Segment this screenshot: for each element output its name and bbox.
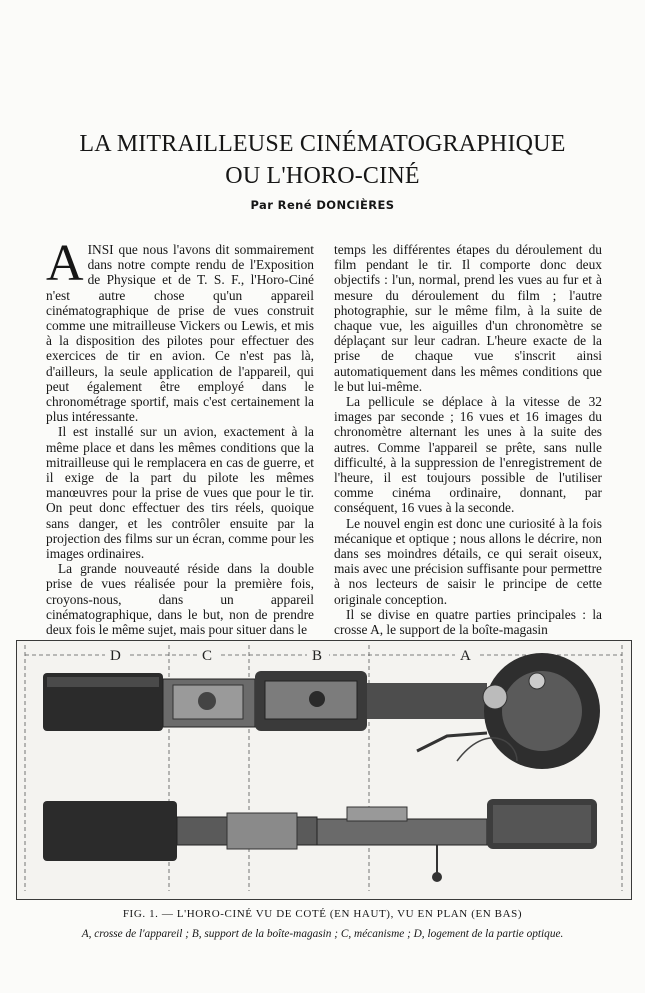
side-view <box>43 653 600 769</box>
paragraph-4: temps les différentes étapes du déroulement du film pendant le tir. Il comporte donc deux objectifs : l'un, normal, prend les vues au fur et à mesure du déroulement du film ; l'autre photographie, sur le même film, à la suite de chaque vue, les aiguilles d'un chronomètre se déplaçant sur leur cadran. L'heure exacte de la prise de chaque vue s'inscrit ainsi automatiquement dans les mêmes conditions que le but lui-même. <box>334 242 602 394</box>
section-label-d: D <box>110 648 121 664</box>
right-column <box>334 242 602 637</box>
figure-caption-title: FIG. 1. — L'HORO-CINÉ VU DE COTÉ (EN HAUT), VU EN PLAN (EN BAS) <box>122 908 523 920</box>
paragraph-1 <box>46 235 314 425</box>
paragraph-7: Il se divise en quatre parties principales : la crosse A, le support de la boîte-magasin <box>334 606 602 638</box>
figure-caption-legend: A, crosse de l'appareil ; B, support de la boîte-magasin ; C, mécanisme ; D, logement de la partie optique. <box>81 928 564 940</box>
section-label-b: B <box>312 648 323 664</box>
title-line-1: LA MITRAILLEUSE CINÉMATOGRAPHIQUE <box>79 131 566 157</box>
section-label-a: A <box>460 648 471 664</box>
left-column <box>46 235 314 638</box>
paragraph-3: La grande nouveauté réside dans la double prise de vues réalisée pour la première fois, croyons-nous, dans un appareil cinématographique, dans le but, non de prendre deux fois le même sujet, mais pour situer dans le <box>46 561 314 638</box>
horo-cine-illustration <box>17 641 631 899</box>
byline: Par René DONCIÈRES <box>250 198 395 212</box>
drop-cap: A <box>46 235 84 292</box>
plan-view <box>43 799 597 882</box>
section-label-c: C <box>202 648 213 664</box>
paragraph-6: Le nouvel engin est donc une curiosité à la fois mécanique et optique ; nous allons le décrire, non dans ses moindres détails, ce qui serait oiseux, mais avec une précision suffisante pour permettre à nos lecteurs de saisir le principe de cette originale conception. <box>334 515 602 607</box>
paragraph-2: Il est installé sur un avion, exactement à la même place et dans les mêmes conditions que la mitrailleuse qui le remplacera en cas de guerre, et il exige de la part du pilote les mêmes manœuvres pour la prise de vues que pour le tir. On peut donc effectuer des tirs réels, quoique sans danger, et les contrôler ensuite par la projection des films sur un écran, comme pour les images ordinaires. <box>46 424 314 562</box>
title-line-2: OU L'HORO-CINÉ <box>225 163 420 189</box>
article-title <box>0 128 645 192</box>
paragraph-5: La pellicule se déplace à la vitesse de 32 images par seconde ; 16 vues et 16 images du chronomètre alternant les unes à la suite des autres. Comme l'appareil se prête, sans nulle difficulté, à la suppression de l'enregistrement de l'heure, il est toujours possible de l'utiliser comme cinéma ordinaire, donnant, par conséquent, 16 vues à la seconde. <box>334 394 602 516</box>
paragraph-1-text: INSI que nous l'avons dit sommairement dans notre compte rendu de l'Exposition de Physique et de T. S. F., l'Horo-Ciné n'est autre chose qu'un appareil cinématographique de prise de vues construit comme une mitrailleuse Vickers ou Lewis, et mis à la disposition des pilotes pour effectuer des exercices de tir en avion. Ce n'est pas là, d'ailleurs, la seule application de l'appareil, qui peut également être employé dans le chronométrage sportif, mais c'est certainement la plus intéressante. <box>46 242 314 425</box>
figure-horo-cine <box>16 640 632 900</box>
